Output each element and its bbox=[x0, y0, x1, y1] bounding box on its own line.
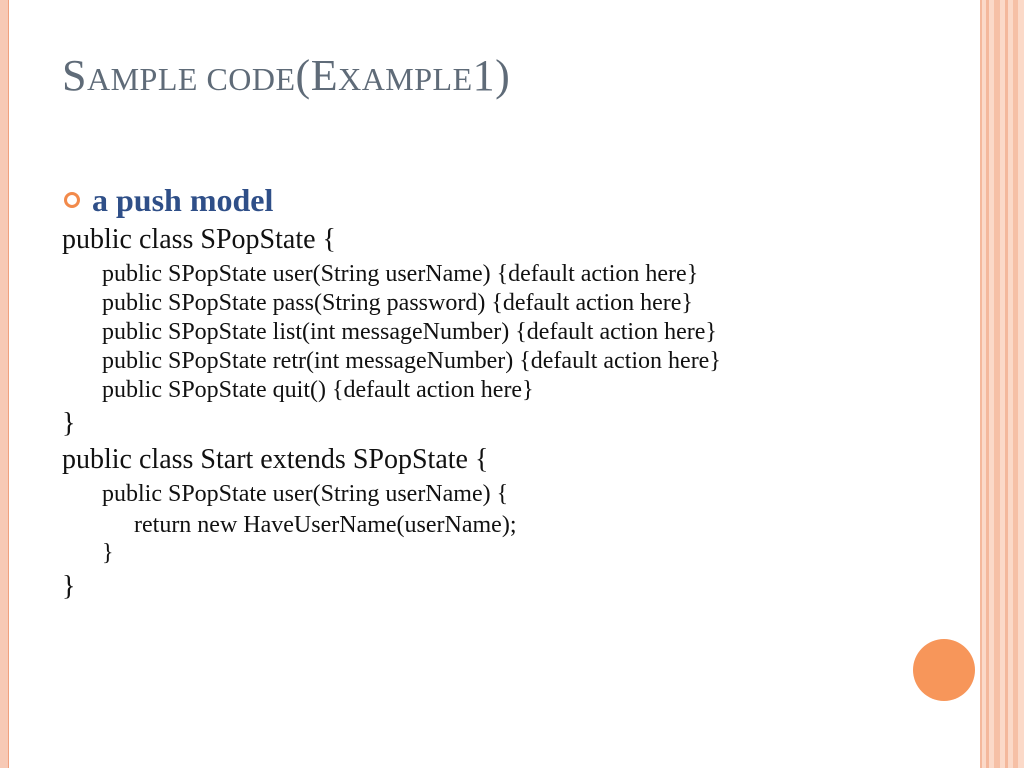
slide-content bbox=[62, 178, 892, 605]
stripe bbox=[994, 0, 1000, 768]
code-block bbox=[62, 222, 892, 605]
code-line: public SPopState list(int messageNumber) {default action here} bbox=[102, 319, 717, 345]
slide-title bbox=[62, 50, 510, 101]
code-line: } bbox=[102, 540, 114, 566]
right-border-stripes bbox=[980, 0, 1024, 768]
title-part: XAMPLE bbox=[338, 61, 473, 97]
title-part: AMPLE CODE bbox=[86, 61, 296, 97]
stripe bbox=[986, 0, 989, 768]
bullet-text: a push model bbox=[92, 181, 274, 218]
code-line: public class SPopState { bbox=[62, 224, 336, 255]
title-part: 1) bbox=[472, 51, 511, 100]
decorative-circle bbox=[913, 639, 975, 701]
title-part: (E bbox=[295, 51, 339, 100]
left-border bbox=[0, 0, 8, 768]
title-part: S bbox=[62, 51, 87, 100]
left-border-line bbox=[8, 0, 9, 768]
stripe bbox=[1005, 0, 1008, 768]
code-line: return new HaveUserName(userName); bbox=[134, 512, 517, 538]
code-line: } bbox=[62, 408, 76, 439]
code-line: } bbox=[62, 571, 76, 602]
code-line: public SPopState retr(int messageNumber) {default action here} bbox=[102, 348, 721, 374]
code-line: public SPopState quit() {default action here} bbox=[102, 377, 534, 403]
code-line: public SPopState pass(String password) {default action here} bbox=[102, 290, 693, 316]
bullet-circle-icon bbox=[64, 192, 80, 208]
stripe bbox=[980, 0, 982, 768]
stripe bbox=[1013, 0, 1018, 768]
code-line: public SPopState user(String userName) { bbox=[102, 481, 509, 507]
code-line: public SPopState user(String userName) {default action here} bbox=[102, 261, 699, 287]
bullet-item bbox=[62, 178, 892, 222]
code-line: public class Start extends SPopState { bbox=[62, 444, 489, 475]
